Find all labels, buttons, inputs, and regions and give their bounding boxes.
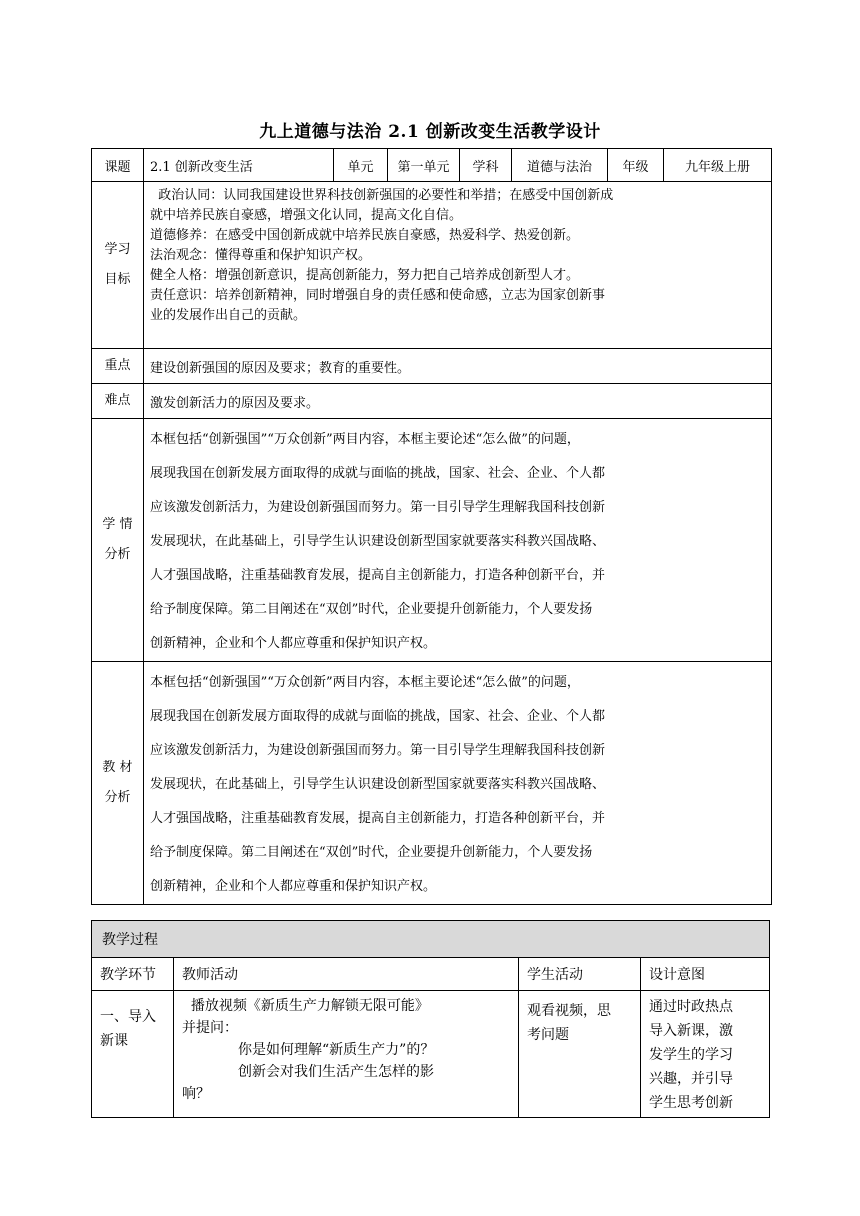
stage-cell — [92, 991, 174, 1118]
subject-label: 学科 — [460, 149, 512, 182]
student-line: 观看视频，思 — [527, 1003, 611, 1019]
textbook-analysis-row — [92, 662, 772, 905]
textbook-analysis-label-line: 教 材 — [102, 760, 133, 775]
learning-analysis-content — [144, 419, 772, 662]
goal-line: 政治认同：认同我国建设世界科技创新强国的必要性和举措；在感受中国创新成 — [150, 188, 614, 203]
intent-line: 通过时政热点 — [649, 999, 733, 1015]
paragraph-line: 发展现状，在此基础上，引导学生认识建设创新型国家就要落实科教兴国战略、 — [150, 777, 606, 792]
key-point-text: 建设创新强国的原因及要求；教育的重要性。 — [144, 349, 772, 384]
topic-value: 2.1 创新改变生活 — [144, 149, 334, 182]
goal-line: 道德修养：在感受中国创新成就中培养民族自豪感，热爱科学、热爱创新。 — [150, 228, 580, 243]
paragraph-line: 创新精神，企业和个人都应尊重和保护知识产权。 — [150, 636, 437, 651]
paragraph-line: 发展现状，在此基础上，引导学生认识建设创新型国家就要落实科教兴国战略、 — [150, 534, 606, 549]
paragraph-line: 应该激发创新活力，为建设创新强国而努力。第一目引导学生理解我国科技创新 — [150, 743, 606, 758]
info-row — [92, 149, 772, 182]
process-heading-row — [92, 921, 770, 958]
goals-label-line: 学习 — [104, 242, 131, 257]
column-intent: 设计意图 — [641, 958, 770, 991]
difficulty-text: 激发创新活力的原因及要求。 — [144, 384, 772, 419]
textbook-analysis-label — [92, 662, 144, 905]
stage-line: 新课 — [100, 1033, 128, 1049]
stage-line: 一、导入 — [100, 1009, 156, 1025]
paragraph-line: 给予制度保障。第二目阐述在“双创”时代，企业要提升创新能力，个人要发扬 — [150, 602, 593, 617]
goal-line: 业的发展作出自己的贡献。 — [150, 308, 307, 323]
paragraph-line: 本框包括“创新强国”“万众创新”两目内容，本框主要论述“怎么做”的问题， — [150, 675, 580, 690]
learning-analysis-label — [92, 419, 144, 662]
topic-label: 课题 — [92, 149, 144, 182]
column-teacher: 教师活动 — [174, 958, 519, 991]
teacher-line: 并提问： — [182, 1020, 238, 1036]
process-columns-row — [92, 958, 770, 991]
goal-line: 就中培养民族自豪感，增强文化认同，提高文化自信。 — [150, 208, 463, 223]
document-title: 九上道德与法治 2.1 创新改变生活教学设计 — [259, 122, 601, 142]
column-student: 学生活动 — [519, 958, 641, 991]
process-row — [92, 991, 770, 1118]
paragraph-line: 本框包括“创新强国”“万众创新”两目内容，本框主要论述“怎么做”的问题， — [150, 432, 580, 447]
process-heading: 教学过程 — [92, 921, 770, 958]
student-activity-cell — [519, 991, 641, 1118]
difficulty-row — [92, 384, 772, 419]
teacher-activity-cell — [174, 991, 519, 1118]
goals-label — [92, 182, 144, 349]
goals-label-line: 目标 — [104, 272, 131, 287]
column-stage: 教学环节 — [92, 958, 174, 991]
learning-analysis-label-line: 学 情 — [102, 517, 133, 532]
design-table — [91, 148, 772, 905]
intent-line: 发学生的学习 — [649, 1047, 733, 1063]
unit-label: 单元 — [334, 149, 388, 182]
goal-line: 健全人格：增强创新意识，提高创新能力，努力把自己培养成创新型人才。 — [150, 268, 580, 283]
intent-line: 学生思考创新 — [649, 1095, 733, 1111]
teacher-question: 你是如何理解“新质生产力”的？ — [238, 1042, 435, 1058]
student-line: 考问题 — [527, 1027, 569, 1043]
teacher-line: 响？ — [182, 1086, 210, 1102]
grade-value: 九年级上册 — [664, 149, 772, 182]
key-point-label: 重点 — [92, 349, 144, 384]
unit-value: 第一单元 — [388, 149, 460, 182]
paragraph-line: 应该激发创新活力，为建设创新强国而努力。第一目引导学生理解我国科技创新 — [150, 500, 606, 515]
learning-analysis-row — [92, 419, 772, 662]
goals-content — [144, 182, 772, 349]
paragraph-line: 展现我国在创新发展方面取得的成就与面临的挑战，国家、社会、企业、个人都 — [150, 466, 606, 481]
goal-line: 责任意识：培养创新精神，同时增强自身的责任感和使命感，立志为国家创新事 — [150, 288, 606, 303]
paragraph-line: 人才强国战略，注重基础教育发展，提高自主创新能力，打造各种创新平台，并 — [150, 568, 606, 583]
teacher-line: 播放视频《新质生产力解锁无限可能》 — [182, 998, 429, 1014]
paragraph-line: 创新精神，企业和个人都应尊重和保护知识产权。 — [150, 879, 437, 894]
design-intent-cell — [641, 991, 770, 1118]
textbook-analysis-label-line: 分析 — [104, 790, 131, 805]
textbook-analysis-content — [144, 662, 772, 905]
difficulty-label: 难点 — [92, 384, 144, 419]
process-table — [91, 920, 770, 1118]
intent-line: 导入新课，激 — [649, 1023, 733, 1039]
paragraph-line: 人才强国战略，注重基础教育发展，提高自主创新能力，打造各种创新平台，并 — [150, 811, 606, 826]
subject-value: 道德与法治 — [512, 149, 608, 182]
teacher-question: 创新会对我们生活产生怎样的影 — [238, 1064, 434, 1080]
paragraph-line: 展现我国在创新发展方面取得的成就与面临的挑战，国家、社会、企业、个人都 — [150, 709, 606, 724]
learning-analysis-label-line: 分析 — [104, 547, 131, 562]
intent-line: 兴趣，并引导 — [649, 1071, 733, 1087]
key-point-row — [92, 349, 772, 384]
goals-row — [92, 182, 772, 349]
grade-label: 年级 — [608, 149, 664, 182]
goal-line: 法治观念：懂得尊重和保护知识产权。 — [150, 248, 372, 263]
paragraph-line: 给予制度保障。第二目阐述在“双创”时代，企业要提升创新能力，个人要发扬 — [150, 845, 593, 860]
